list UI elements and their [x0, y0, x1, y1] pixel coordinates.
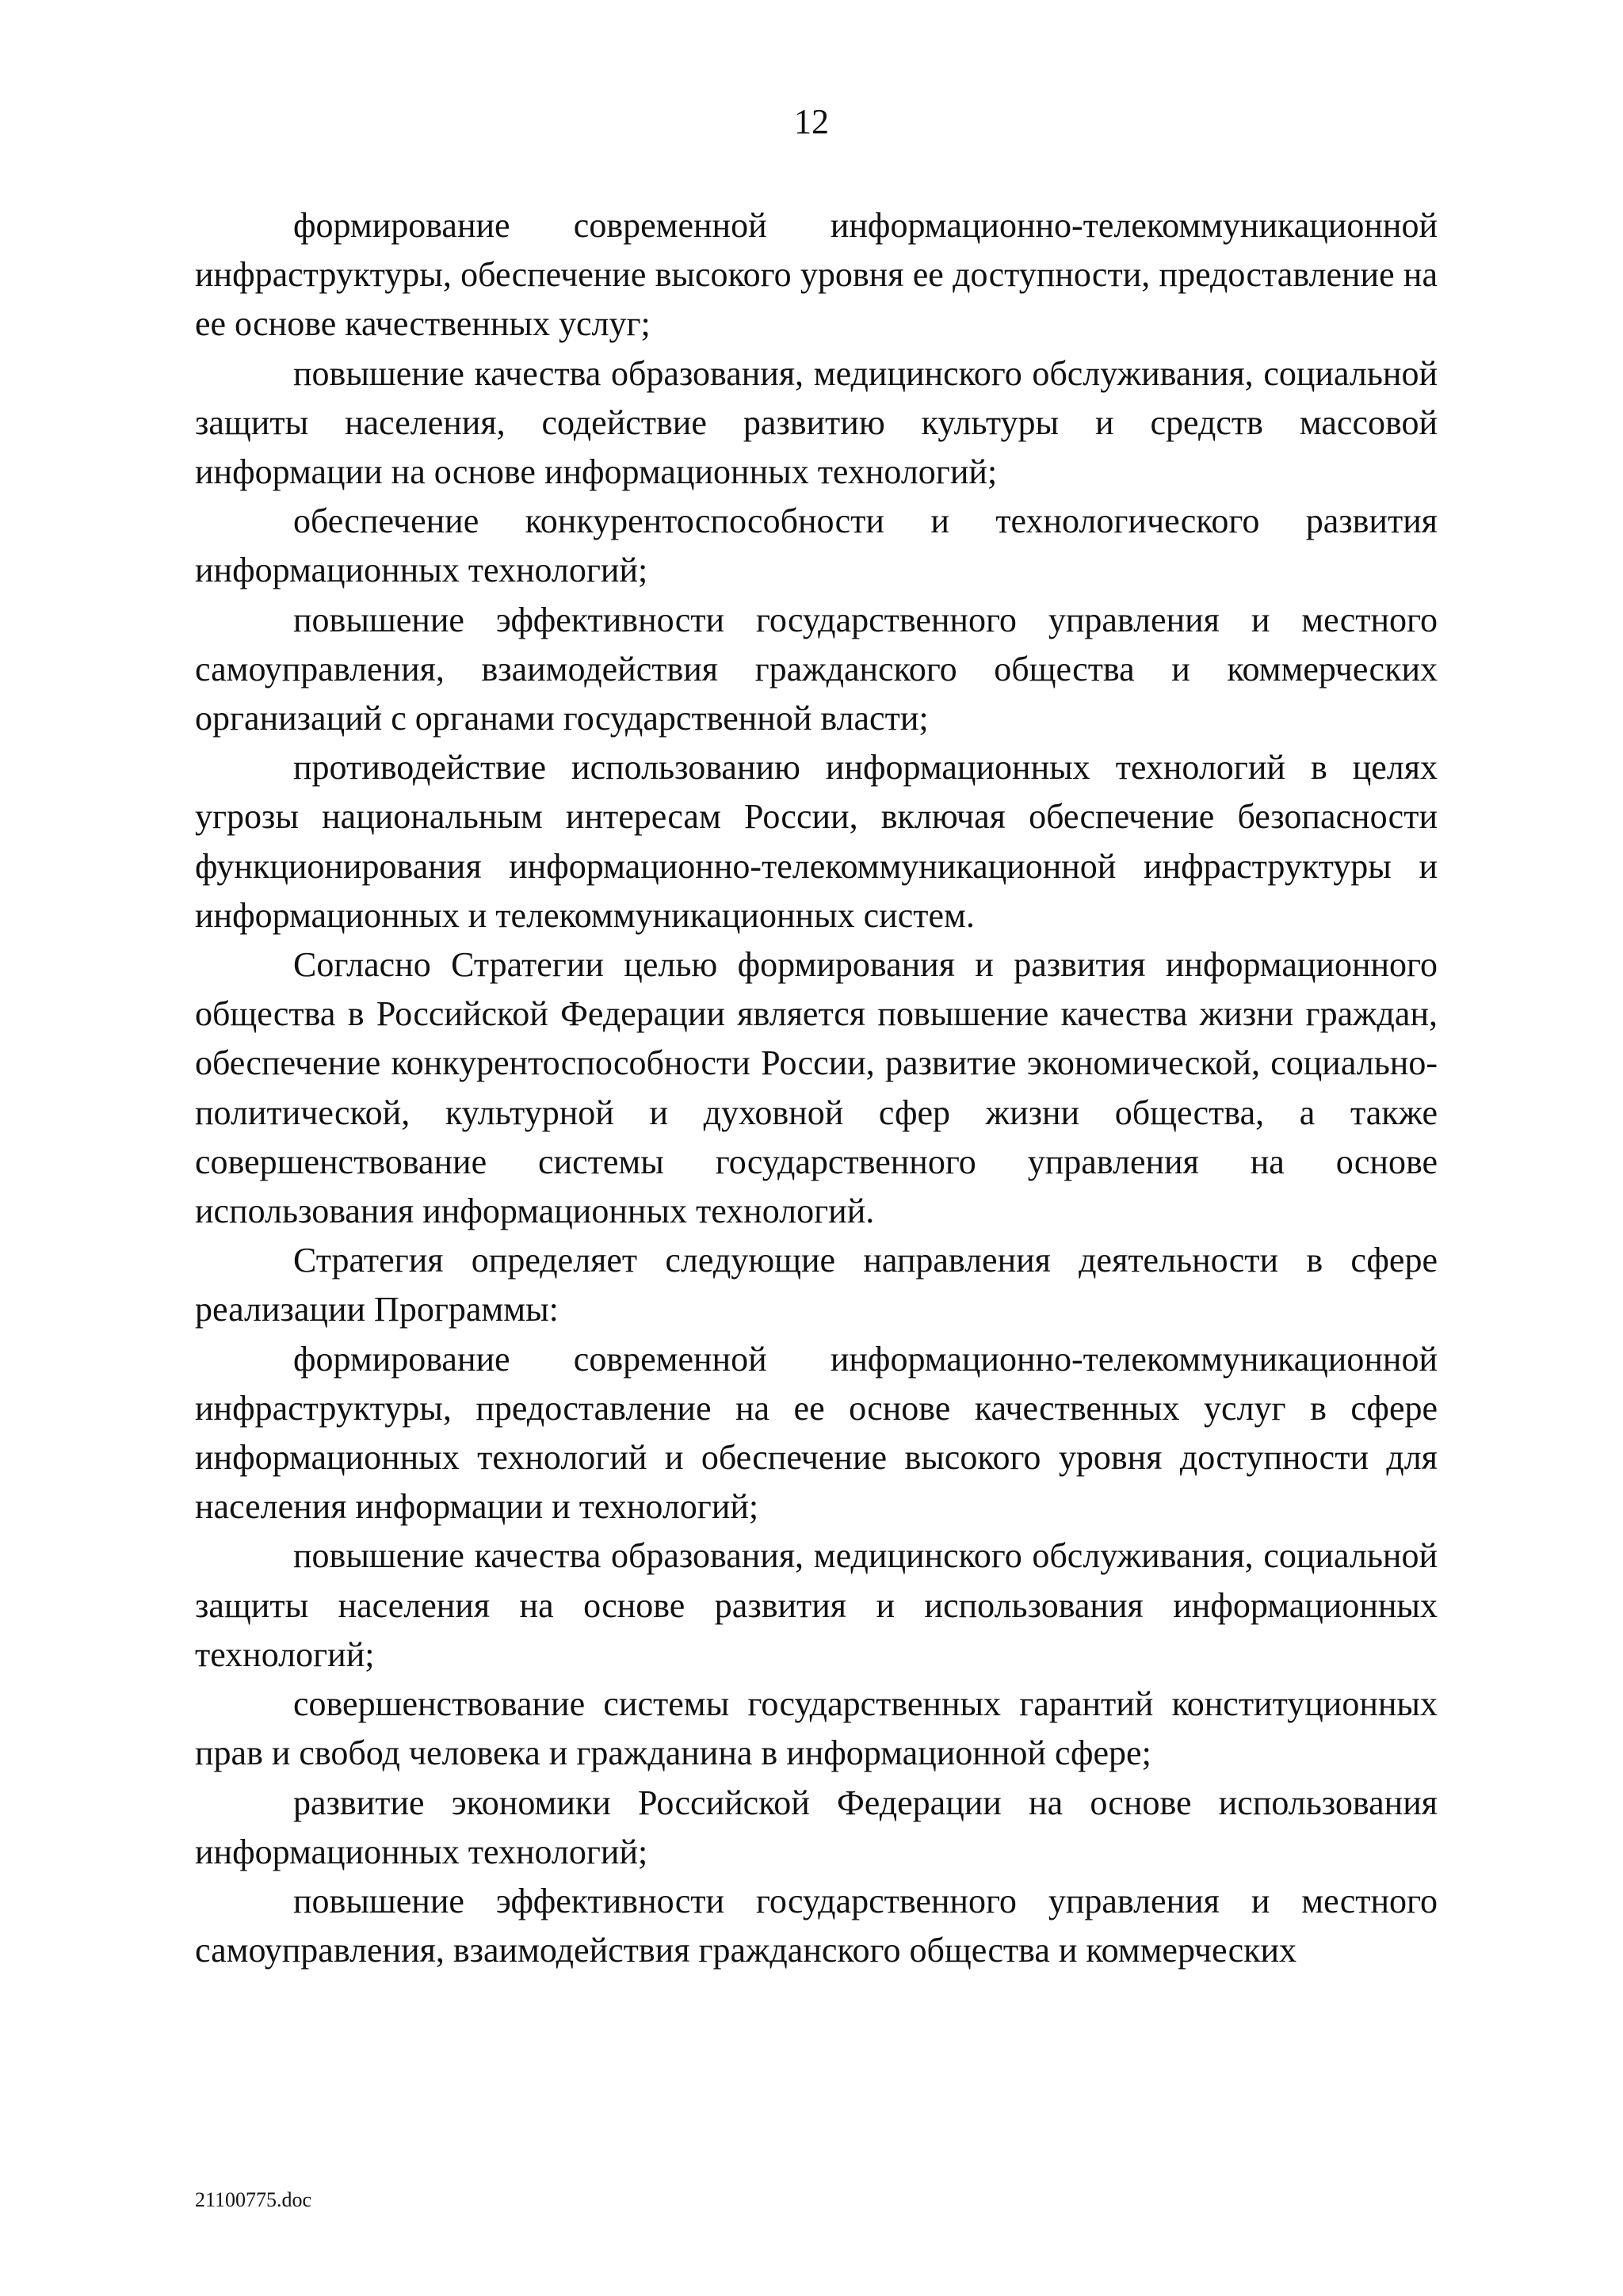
paragraph: совершенствование системы государственных гарантий конституционных прав и свобод человека и гражданина в информационной сфере; — [195, 1684, 1438, 1773]
paragraph: развитие экономики Российской Федерации на основе использования информационных технологий; — [195, 1783, 1438, 1871]
page-number: 12 — [794, 102, 829, 141]
paragraph: повышение качества образования, медицинского обслуживания, социальной защиты населения на основе развития и использования информационных технологий; — [195, 1536, 1438, 1674]
paragraph: обеспечение конкурентоспособности и технологического развития информационных технологий; — [195, 502, 1438, 590]
paragraph: повышение качества образования, медицинского обслуживания, социальной защиты населения, содействие развитию культуры и средств массовой информации на основе информационных технологий; — [195, 353, 1438, 492]
document-body — [195, 201, 1438, 1975]
paragraph: повышение эффективности государственного управления и местного самоуправления, взаимодействия гражданского общества и коммерческих организаций с органами государственной власти; — [195, 600, 1438, 738]
footer-filename: 21100775.doc — [195, 2188, 312, 2211]
paragraph: формирование современной информационно-телекоммуникационной инфраструктуры, обеспечение высокого уровня ее доступности, предоставление на ее основе качественных услуг; — [195, 206, 1438, 344]
paragraph: повышение эффективности государственного управления и местного самоуправления, взаимодействия гражданского общества и коммерческих — [195, 1881, 1438, 1970]
paragraph: противодействие использованию информационных технологий в целях угрозы национальным интересам России, включая обеспечение безопасности функционирования информационно-телекоммуникационной инфраструктуры и информационных и телекоммуникационных систем. — [195, 748, 1438, 935]
paragraph: Стратегия определяет следующие направления деятельности в сфере реализации Программы: — [195, 1241, 1438, 1329]
paragraph: Согласно Стратегии целью формирования и развития информационного общества в Российской Федерации является повышение качества жизни граждан, обеспечение конкурентоспособности России, развитие экономической, социально-политической, культурной и духовной сфер жизни общества, а также совершенствование системы государственного управления на основе использования информационных технологий. — [195, 945, 1438, 1231]
paragraph: формирование современной информационно-телекоммуникационной инфраструктуры, предоставление на ее основе качественных услуг в сфере информационных технологий и обеспечение высокого уровня доступности для населения информации и технологий; — [195, 1339, 1438, 1527]
